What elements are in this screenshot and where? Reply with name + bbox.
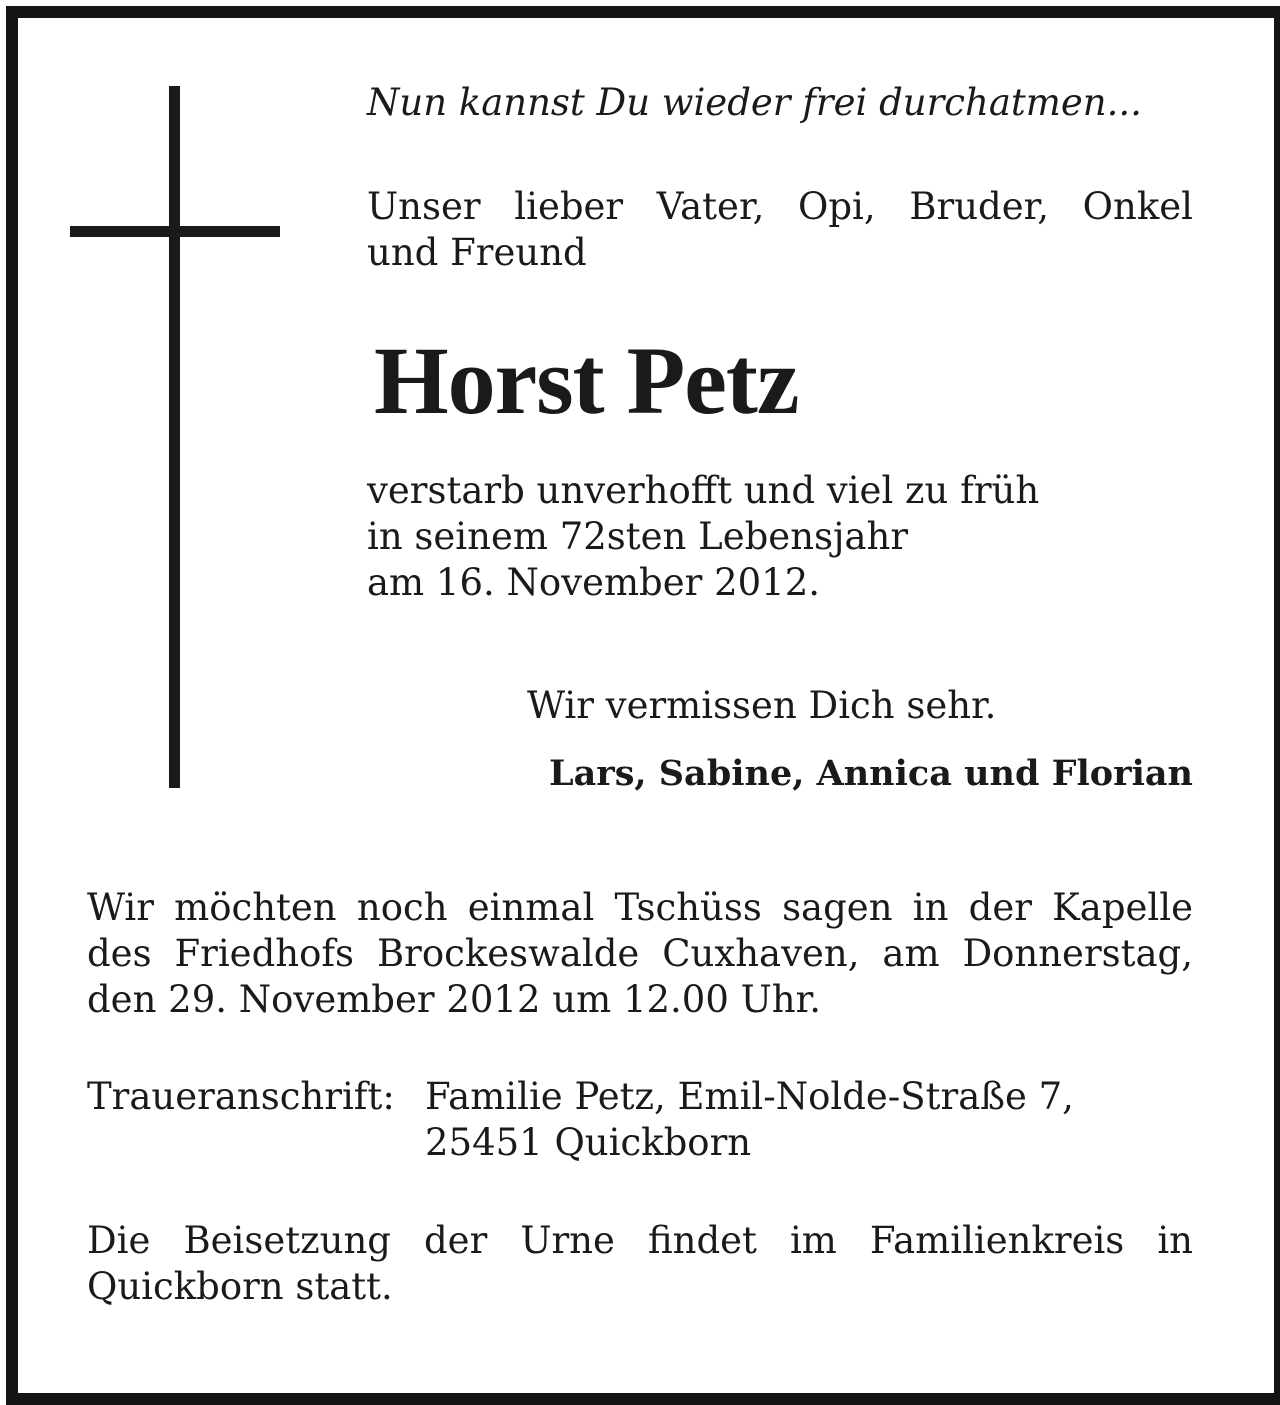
urn-line: Die Beisetzung der Urne findet im Familienkreis in: [87, 1219, 1193, 1262]
address-row: [87, 1120, 1074, 1166]
deceased-name: Horst Petz: [374, 327, 799, 434]
death-line: am 16. November 2012.: [367, 561, 820, 604]
death-text: [367, 468, 1039, 606]
address-line: 25451 Quickborn: [425, 1121, 752, 1164]
intro-text: [367, 184, 1193, 276]
service-line: des Friedhofs Brockeswalde Cuxhaven, am Donnerstag,: [87, 932, 1193, 975]
motto: Nun kannst Du wieder frei durchatmen...: [367, 81, 1142, 124]
address-line: Familie Petz, Emil-Nolde-Straße 7,: [425, 1075, 1074, 1118]
urn-line: Quickborn statt.: [87, 1265, 393, 1308]
signers: Lars, Sabine, Annica und Florian: [548, 753, 1193, 794]
mourning-address: [87, 1074, 1074, 1166]
service-line: Wir möchten noch einmal Tschüss sagen in der Kapelle: [87, 886, 1193, 929]
address-row: [87, 1074, 1074, 1120]
urn-info: [87, 1218, 1193, 1310]
cross-icon: [169, 86, 180, 788]
death-line: verstarb unverhofft und viel zu früh: [367, 469, 1040, 512]
cross-bar: [70, 226, 280, 237]
address-label: Traueranschrift:: [87, 1075, 395, 1118]
service-info: [87, 885, 1193, 1023]
service-line: den 29. November 2012 um 12.00 Uhr.: [87, 978, 822, 1021]
miss-text: Wir vermissen Dich sehr.: [527, 684, 997, 727]
intro-line: und Freund: [367, 231, 587, 274]
death-line: in seinem 72sten Lebensjahr: [367, 515, 909, 558]
intro-line: Unser lieber Vater, Opi, Bruder, Onkel: [367, 185, 1193, 228]
